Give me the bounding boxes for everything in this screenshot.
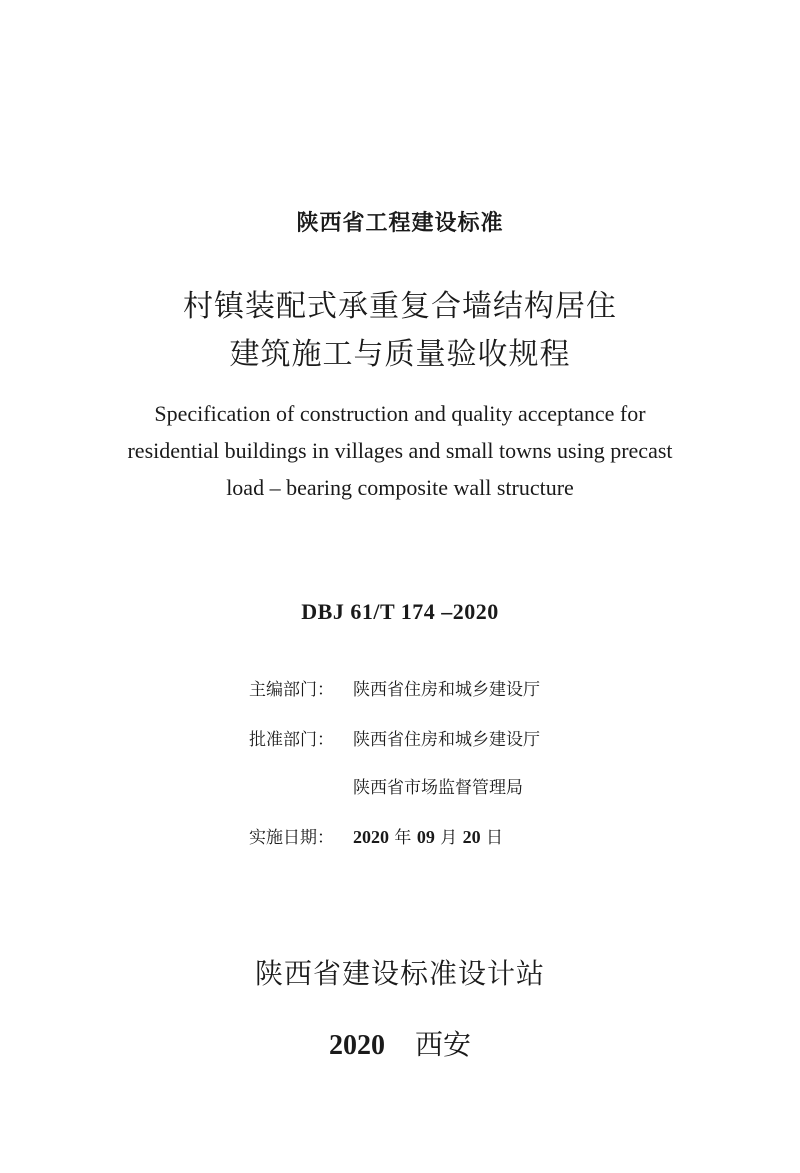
english-title-line-3: load – bearing composite wall structure [226,475,574,500]
publication-year: 2020 [328,1030,385,1061]
date-month-unit: 月 [440,828,458,848]
chinese-title-line-2: 建筑施工与质量验收规程 [229,337,571,372]
publication-year-place [0,1023,800,1063]
date-day: 20 [462,827,481,847]
date-day-unit: 日 [486,828,504,848]
editor-department-value: 陕西省住房和城乡建设厅 [353,680,540,700]
implementation-date-row [249,823,669,848]
approval-department-row-2 [249,773,669,798]
publisher-name: 陕西省建设标准设计站 [254,957,545,990]
publication-city: 西安 [414,1028,471,1061]
standard-code: DBJ 61/T 174 –2020 [301,599,499,624]
approval-department-value-2: 陕西省市场监督管理局 [353,778,523,798]
implementation-date-value [353,823,503,848]
english-title [0,395,800,506]
date-year: 2020 [353,827,389,847]
editor-department-row [249,675,669,700]
chinese-title-line-1: 村镇装配式承重复合墙结构居住 [183,289,617,324]
english-title-line-2: residential buildings in villages and small towns using precast [127,438,673,463]
approval-department-value-1: 陕西省住房和城乡建设厅 [353,730,540,750]
approval-department-row [249,725,669,750]
editor-department-label: 主编部门： [249,680,334,700]
implementation-date-label: 实施日期： [249,828,334,848]
chinese-title [0,283,800,379]
date-year-unit: 年 [394,828,412,848]
standard-series-label: 陕西省工程建设标准 [296,211,504,236]
english-title-line-1: Specification of construction and quality acceptance for [154,401,646,426]
approval-department-label: 批准部门： [249,730,334,750]
date-month: 09 [416,827,435,847]
